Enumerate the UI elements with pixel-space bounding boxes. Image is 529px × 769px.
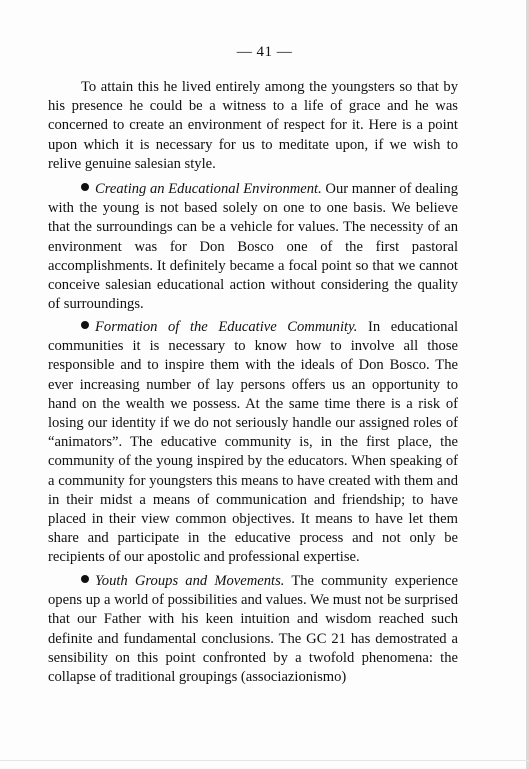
- page-number: — 41 —: [236, 44, 293, 60]
- paragraph-4-text: The community experience opens up a world of possibilities and values. We must not be surprised that our Father with his keen intuition and wisdom reached such definite and fundamental conclusions. The GC 21 has demostrated a sensibility on this point confronted by a twofold phenomena: the collapse of traditional groupings (associazionismo): [48, 573, 458, 686]
- paragraph-3: [48, 318, 458, 568]
- paragraph-4: [48, 572, 458, 687]
- section-heading-environment: Creating an Educational Environment.: [95, 181, 322, 197]
- paragraph-1: [48, 78, 458, 174]
- paragraph-3-text: In educational communities it is necessary to know how to involve all those responsible and to inspire them with the ideals of Don Bosco. The ever increasing number of lay persons offers us an opportunity to hand on the wealth we possess. At the same time there is a risk of losing our identity if we do not seriously handle our assigned roles of “animators”. The educative community is, in the first place, the community of the young inspired by the educators. When speaking of a community for youngsters this means to have created with them and in their midst a means of communication and friendship; to have placed in their view common objectives. It means to have let them share and participate in the educative process and not only be recipients of our apostolic and professional expertise.: [48, 319, 459, 566]
- section-heading-youth-groups: Youth Groups and Movements.: [95, 573, 285, 589]
- paragraph-2-text: Our manner of dealing with the young is not based solely on one to one basis. We believe that the surroundings can be a vehicle for values. The necessity of an environment was for Don Bosco one of the first pastoral accomplishments. It definitely became a focal point so that we cannot conceive salesian educational action without considering the quality of surroundings.: [48, 181, 458, 313]
- paragraph-1-text: To attain this he lived entirely among the youngsters so that by his presence he could be a witness to a life of grace and he was concerned to create an environment of respect for it. Here is a point upon which it is necessary for us to meditate upon, if we wish to relive genuine salesian style.: [48, 79, 458, 172]
- bullet-icon: [81, 183, 89, 191]
- section-heading-community: Formation of the Educative Community.: [95, 319, 358, 335]
- bullet-icon: [81, 575, 89, 583]
- page-bottom-line: [0, 760, 529, 761]
- bullet-icon: [81, 321, 89, 329]
- paragraph-2: [48, 180, 458, 314]
